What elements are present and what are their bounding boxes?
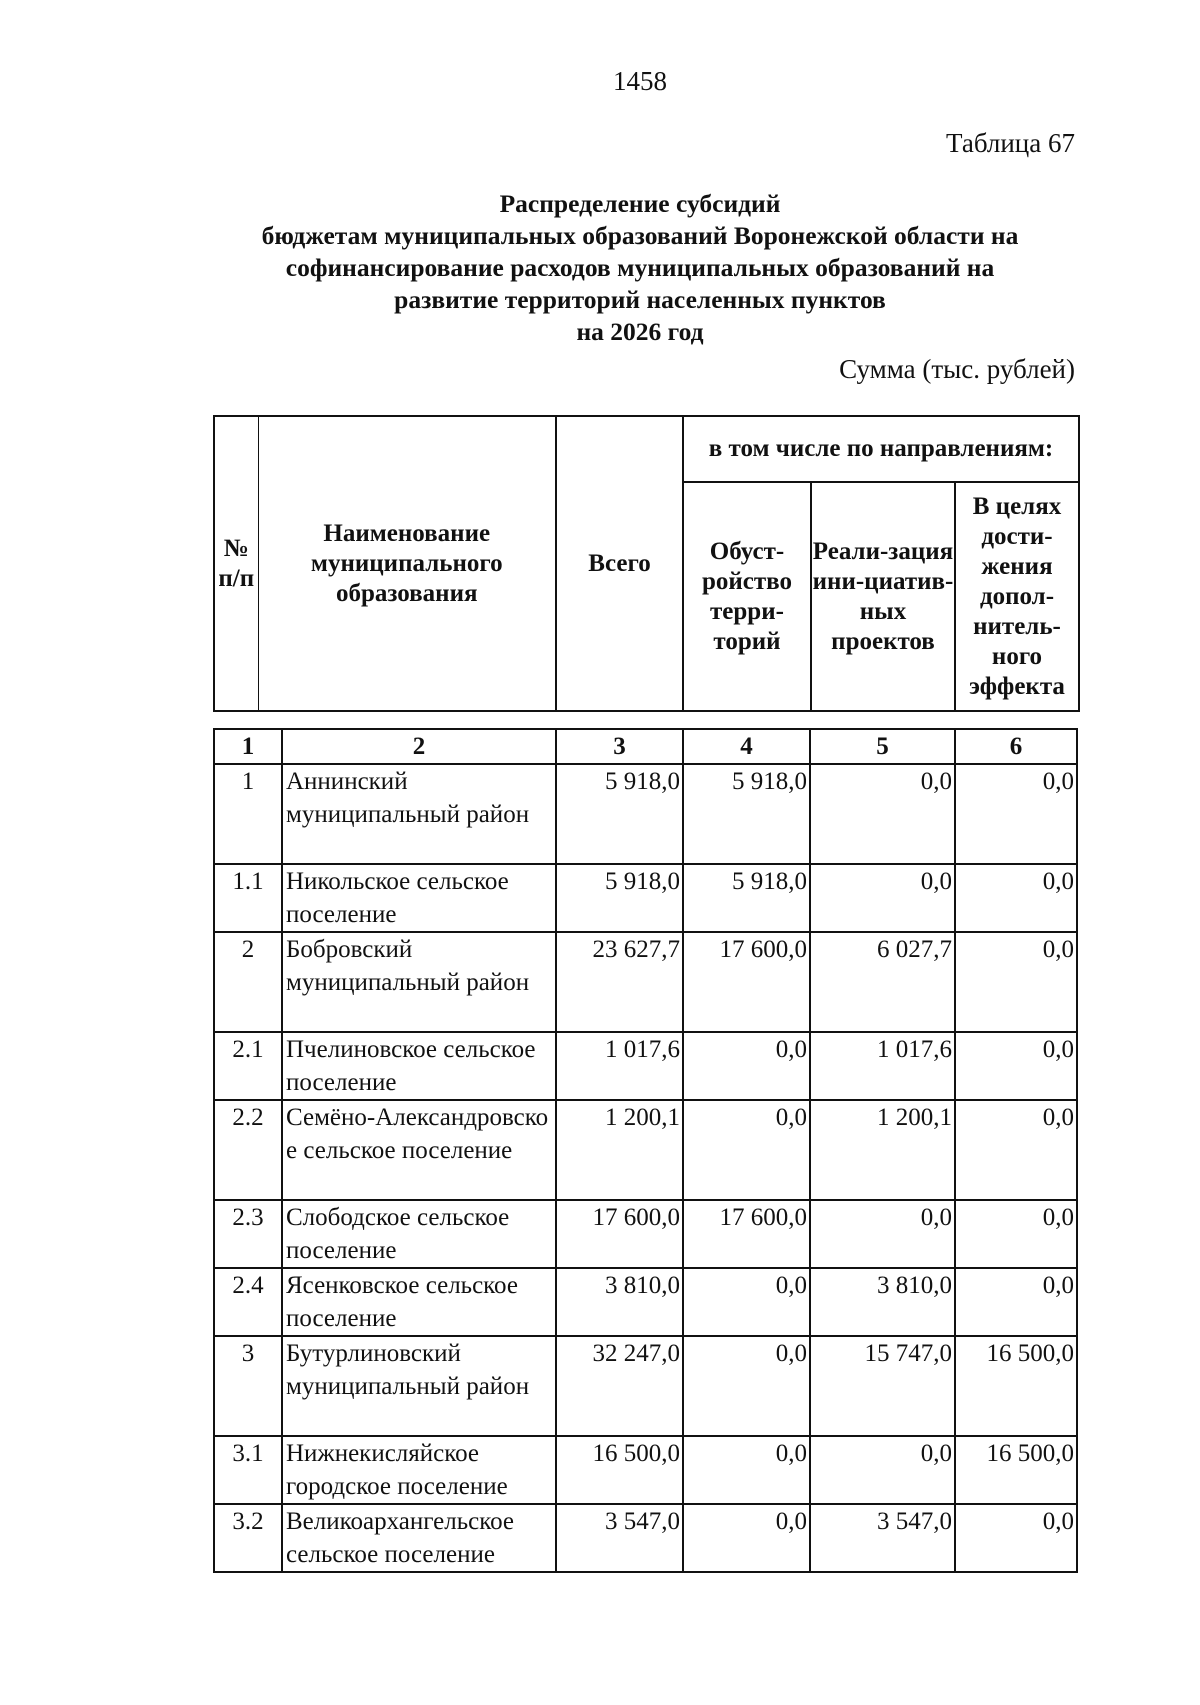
table-row — [214, 1504, 1077, 1572]
row-col4: 0,0 — [683, 1100, 810, 1200]
column-number: 3 — [556, 729, 683, 764]
data-table — [213, 728, 1078, 1573]
table-row — [214, 764, 1077, 864]
table-row — [214, 1436, 1077, 1504]
row-number: 1 — [214, 764, 282, 864]
header-num: № п/п — [214, 416, 258, 711]
title-line: на 2026 год — [576, 317, 704, 346]
row-number: 3.1 — [214, 1436, 282, 1504]
row-col5: 1 200,1 — [810, 1100, 955, 1200]
row-total: 16 500,0 — [556, 1436, 683, 1504]
row-number: 3.2 — [214, 1504, 282, 1572]
table-row — [214, 1200, 1077, 1268]
row-col6: 0,0 — [955, 1200, 1077, 1268]
row-total: 17 600,0 — [556, 1200, 683, 1268]
row-col6: 0,0 — [955, 1504, 1077, 1572]
row-col5: 0,0 — [810, 764, 955, 864]
row-col6: 0,0 — [955, 764, 1077, 864]
table-row — [214, 1268, 1077, 1336]
row-name: Пчелиновское сельское поселение — [282, 1032, 556, 1100]
column-number: 1 — [214, 729, 282, 764]
table-row — [214, 932, 1077, 1032]
row-number: 3 — [214, 1336, 282, 1436]
row-number: 1.1 — [214, 864, 282, 932]
title-line: бюджетам муниципальных образований Воронежской области на — [261, 221, 1019, 250]
header-col6: В целях дости-жения допол-нитель-ного эффекта — [955, 482, 1079, 711]
row-col5: 3 810,0 — [810, 1268, 955, 1336]
row-col4: 0,0 — [683, 1504, 810, 1572]
row-total: 32 247,0 — [556, 1336, 683, 1436]
column-number: 4 — [683, 729, 810, 764]
row-col6: 0,0 — [955, 864, 1077, 932]
document-title — [200, 188, 1080, 348]
row-col6: 16 500,0 — [955, 1436, 1077, 1504]
row-col4: 17 600,0 — [683, 1200, 810, 1268]
table-header — [213, 415, 1080, 712]
row-name: Бутурлиновский муниципальный район — [282, 1336, 556, 1436]
row-total: 5 918,0 — [556, 764, 683, 864]
row-col5: 0,0 — [810, 864, 955, 932]
title-line: софинансирование расходов муниципальных образований на — [285, 253, 995, 282]
header-group: в том числе по направлениям: — [683, 416, 1079, 482]
row-col4: 0,0 — [683, 1436, 810, 1504]
row-col6: 0,0 — [955, 932, 1077, 1032]
row-total: 1 017,6 — [556, 1032, 683, 1100]
page-number: 1458 — [613, 66, 667, 96]
row-name: Ясенковское сельское поселение — [282, 1268, 556, 1336]
row-name: Бобровский муниципальный район — [282, 932, 556, 1032]
row-col6: 0,0 — [955, 1100, 1077, 1200]
row-col5: 0,0 — [810, 1200, 955, 1268]
table-row — [214, 864, 1077, 932]
row-number: 2.2 — [214, 1100, 282, 1200]
row-col4: 5 918,0 — [683, 764, 810, 864]
row-col5: 1 017,6 — [810, 1032, 955, 1100]
title-line: Распределение субсидий — [499, 189, 781, 218]
table-caption: Таблица 67 — [946, 128, 1075, 158]
row-col5: 6 027,7 — [810, 932, 955, 1032]
row-col4: 17 600,0 — [683, 932, 810, 1032]
title-line: развитие территорий населенных пунктов — [394, 285, 886, 314]
row-name: Никольское сельское поселение — [282, 864, 556, 932]
row-name: Великоархангельское сельское поселение — [282, 1504, 556, 1572]
row-col4: 0,0 — [683, 1032, 810, 1100]
row-col5: 3 547,0 — [810, 1504, 955, 1572]
row-number: 2.1 — [214, 1032, 282, 1100]
column-numbers-row — [214, 729, 1077, 764]
header-col5: Реали-зация ини-циатив-ных проектов — [811, 482, 955, 711]
header-total: Всего — [556, 416, 683, 711]
row-name: Нижнекисляйское городское поселение — [282, 1436, 556, 1504]
row-number: 2 — [214, 932, 282, 1032]
row-name: Слободское сельское поселение — [282, 1200, 556, 1268]
header-col4: Обуст-ройство терри-торий — [683, 482, 811, 711]
table-row — [214, 1032, 1077, 1100]
row-number: 2.4 — [214, 1268, 282, 1336]
row-number: 2.3 — [214, 1200, 282, 1268]
row-col6: 16 500,0 — [955, 1336, 1077, 1436]
row-col6: 0,0 — [955, 1268, 1077, 1336]
column-number: 6 — [955, 729, 1077, 764]
row-col4: 5 918,0 — [683, 864, 810, 932]
column-number: 5 — [810, 729, 955, 764]
row-total: 3 810,0 — [556, 1268, 683, 1336]
row-col4: 0,0 — [683, 1336, 810, 1436]
row-total: 23 627,7 — [556, 932, 683, 1032]
row-col5: 15 747,0 — [810, 1336, 955, 1436]
column-number: 2 — [282, 729, 556, 764]
row-col6: 0,0 — [955, 1032, 1077, 1100]
row-total: 3 547,0 — [556, 1504, 683, 1572]
row-total: 5 918,0 — [556, 864, 683, 932]
table-row — [214, 1336, 1077, 1436]
row-name: Семёно-Александровское сельское поселение — [282, 1100, 556, 1200]
table-row — [214, 1100, 1077, 1200]
header-name: Наименование муниципального образования — [258, 416, 556, 711]
row-total: 1 200,1 — [556, 1100, 683, 1200]
row-col5: 0,0 — [810, 1436, 955, 1504]
units-note: Сумма (тыс. рублей) — [839, 354, 1075, 384]
row-col4: 0,0 — [683, 1268, 810, 1336]
row-name: Аннинский муниципальный район — [282, 764, 556, 864]
